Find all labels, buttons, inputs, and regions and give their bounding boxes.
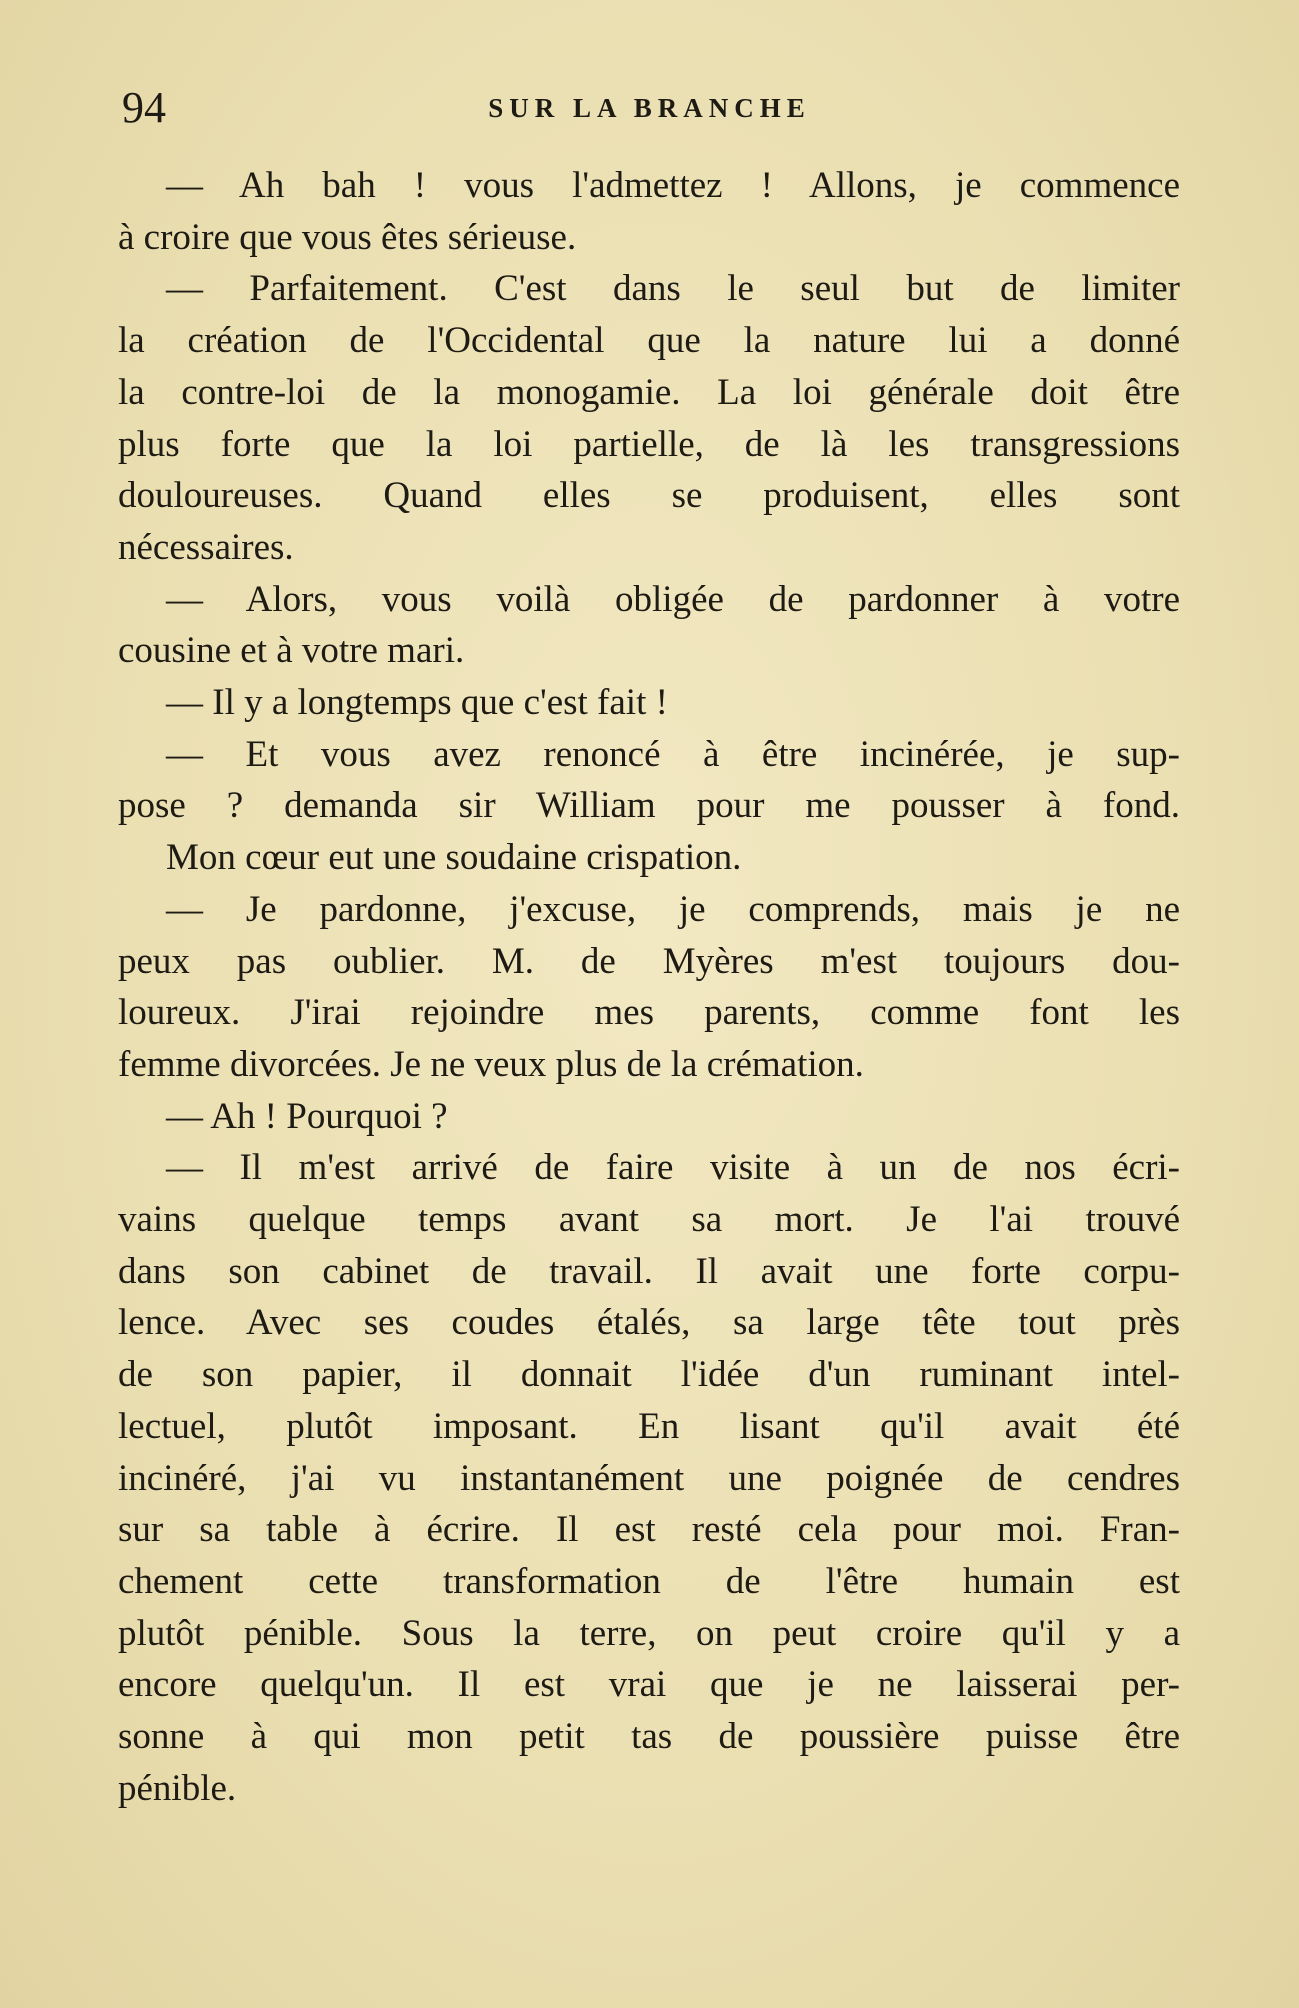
running-head <box>120 78 1179 138</box>
text-line: de son papier, il donnait l'idée d'un ruminant intel- <box>118 1354 1180 1396</box>
text-line: pose ? demanda sir William pour me pousser à fond. <box>118 785 1180 827</box>
page-number: 94 <box>122 83 166 132</box>
text-line: sonne à qui mon petit tas de poussière puisse être <box>118 1716 1180 1758</box>
text-line: — Ah bah ! vous l'admettez ! Allons, je commence <box>166 165 1180 206</box>
text-line: — Il m'est arrivé de faire visite à un de nos écri- <box>166 1147 1180 1189</box>
text-line: Mon cœur eut une soudaine crispation. <box>166 837 742 879</box>
text-line: cousine et à votre mari. <box>118 630 465 672</box>
text-line: sur sa table à écrire. Il est resté cela pour moi. Fran- <box>118 1509 1180 1551</box>
text-line: dans son cabinet de travail. Il avait une forte corpu- <box>118 1250 1180 1292</box>
text-line: femme divorcées. Je ne veux plus de la crémation. <box>118 1043 864 1085</box>
text-line: chement cette transformation de l'être humain est <box>118 1560 1180 1602</box>
text-line: lence. Avec ses coudes étalés, sa large tête tout près <box>118 1302 1180 1344</box>
text-line: — Ah ! Pourquoi ? <box>166 1095 448 1137</box>
text-line: encore quelqu'un. Il est vrai que je ne laisserai per- <box>118 1664 1180 1706</box>
text-line: lectuel, plutôt imposant. En lisant qu'il avait été <box>118 1405 1180 1447</box>
text-line: douloureuses. Quand elles se produisent, elles sont <box>118 475 1180 517</box>
text-body <box>118 160 1180 1815</box>
text-line: loureux. J'irai rejoindre mes parents, comme font les <box>118 992 1180 1034</box>
running-title: SUR LA BRANCHE <box>488 93 811 123</box>
text-line: nécessaires. <box>118 526 294 568</box>
text-line: incinéré, j'ai vu instantanément une poignée de cendres <box>118 1457 1180 1499</box>
text-line: à croire que vous êtes sérieuse. <box>118 216 577 258</box>
text-line: plutôt pénible. Sous la terre, on peut croire qu'il y a <box>118 1612 1180 1654</box>
text-line: — Je pardonne, j'excuse, je comprends, mais je ne <box>166 888 1180 930</box>
text-line: — Et vous avez renoncé à être incinérée, je sup- <box>166 733 1180 775</box>
text-line: la création de l'Occidental que la nature lui a donné <box>118 320 1180 362</box>
text-line: vains quelque temps avant sa mort. Je l'ai trouvé <box>118 1199 1180 1241</box>
text-line: — Parfaitement. C'est dans le seul but de limiter <box>166 268 1180 310</box>
text-line: peux pas oublier. M. de Myères m'est toujours dou- <box>118 940 1180 982</box>
text-line: pénible. <box>118 1767 237 1809</box>
text-line: — Alors, vous voilà obligée de pardonner à votre <box>166 578 1180 620</box>
text-line: la contre-loi de la monogamie. La loi générale doit être <box>118 371 1180 413</box>
text-line: plus forte que la loi partielle, de là les transgressions <box>118 423 1180 465</box>
text-line: — Il y a longtemps que c'est fait ! <box>166 682 668 724</box>
